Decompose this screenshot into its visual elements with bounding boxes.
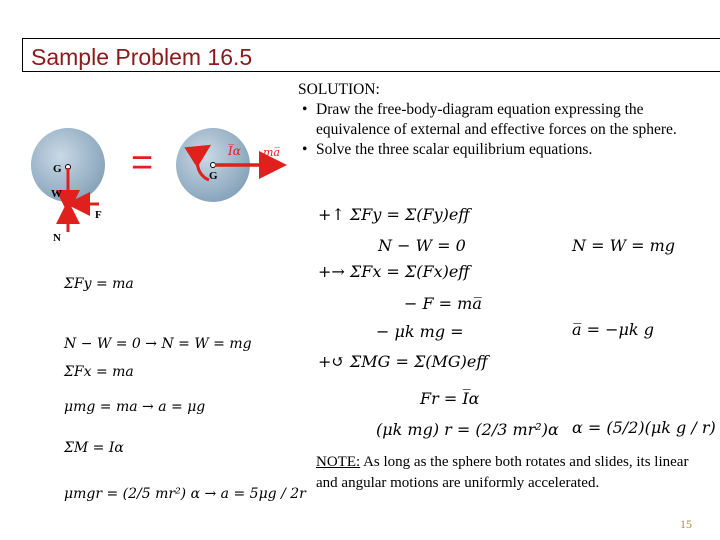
eq-fr: Fr = I̅α bbox=[420, 389, 480, 408]
eq-sum-fy: +↑ ΣFy = Σ(Fy)eff bbox=[318, 205, 470, 224]
eq-n-minus-w: N − W = 0 bbox=[378, 236, 466, 255]
title-bar bbox=[22, 38, 720, 72]
label-g-left: G bbox=[53, 163, 62, 175]
note-block bbox=[316, 452, 710, 494]
slide-title: Sample Problem 16.5 bbox=[31, 44, 253, 70]
eq-moment: (μk mg) r = (2/3 mr²)α bbox=[376, 420, 559, 439]
left-eq-sum-m: ΣM = Iα bbox=[64, 440, 124, 456]
solution-heading: SOLUTION: bbox=[298, 81, 380, 98]
label-ma: ma̅ bbox=[263, 146, 280, 159]
left-eq-a: μmg = ma → a = μg bbox=[64, 399, 206, 415]
eq-sum-fx: +→ ΣFx = Σ(Fx)eff bbox=[318, 262, 470, 281]
eq-alpha-result: α = (5/2)(μk g / r) bbox=[572, 418, 716, 437]
eq-n-equals-mg: N = W = mg bbox=[572, 236, 676, 255]
free-body-diagram bbox=[25, 120, 315, 244]
equals-sign: = bbox=[131, 142, 154, 184]
left-eq-moment: μmgr = (2/5 mr²) α → a = 5μg / 2r bbox=[64, 486, 306, 502]
eq-sum-mg: +↺ ΣMG = Σ(MG)eff bbox=[318, 352, 488, 371]
eq-a-result: a̅ = −μk g bbox=[572, 320, 654, 339]
left-eq-sum-fy: ΣFy = ma bbox=[64, 276, 134, 292]
note-label: NOTE: bbox=[316, 454, 361, 470]
solution-block bbox=[298, 80, 708, 160]
eq-minus-f: − F = ma̅ bbox=[404, 294, 482, 313]
center-point-right bbox=[211, 163, 216, 168]
solution-bullet-1: • Draw the free-body-diagram equation expressing the equivalence of external and effective forces on the sphere. bbox=[316, 100, 708, 140]
label-g-right: G bbox=[209, 170, 218, 182]
label-f: F bbox=[95, 209, 102, 221]
label-w: W bbox=[51, 188, 62, 200]
solution-bullet-2: • Solve the three scalar equilibrium equations. bbox=[316, 140, 708, 160]
label-i-alpha: I̅α bbox=[228, 144, 241, 158]
solution-bullets bbox=[298, 100, 708, 160]
label-n: N bbox=[53, 232, 61, 244]
eq-friction: − μk mg = bbox=[376, 322, 464, 341]
left-eq-n-w: N − W = 0 → N = W = mg bbox=[64, 336, 252, 352]
left-eq-sum-fx: ΣFx = ma bbox=[64, 364, 134, 380]
note-text: As long as the sphere both rotates and slides, its linear and angular motions are uniformly accelerated. bbox=[316, 454, 689, 491]
page-number: 15 bbox=[680, 517, 692, 531]
